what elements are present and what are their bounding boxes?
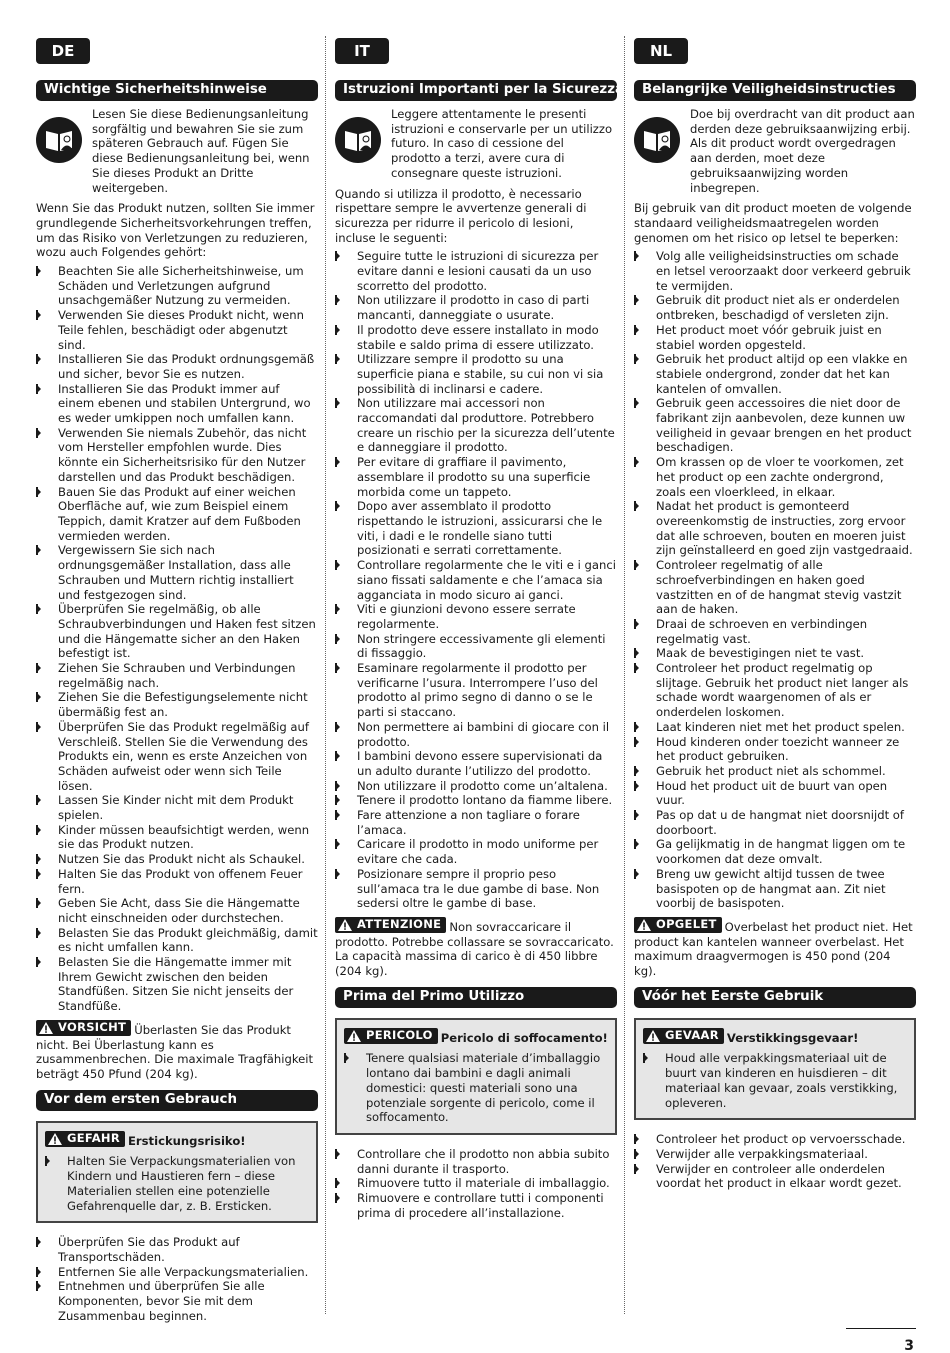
list-item: Non utilizzare il prodotto come un’altalena.	[335, 779, 617, 794]
list-item: Om krassen op de vloer te voorkomen, zet het product op een zachte ondergrond, zoals een vloerkleed, in elkaar.	[634, 455, 916, 499]
warning-triangle-icon	[48, 1133, 62, 1145]
danger-badge	[45, 1131, 125, 1147]
list-item: Gebruik geen accessoires die niet door de fabrikant zijn aanbevolen, deze kunnen uw veiligheid in gevaar brengen en het product beschadigen.	[634, 396, 916, 455]
column-divider	[325, 36, 326, 1314]
list-item: Laat kinderen niet met het product spelen.	[634, 720, 916, 735]
warning-triangle-icon	[637, 919, 651, 931]
list-item: Installieren Sie das Produkt immer auf einem ebenen und stabilen Untergrund, wo es weder umkippen noch umfallen kann.	[36, 382, 318, 426]
list-item: Ga gelijkmatig in de hangmat liggen om te voorkomen dat deze omvalt.	[634, 837, 916, 866]
caution-text: Overbelast het product niet. Het product kan kantelen wanneer overbelast. Het maximum draagvermogen is 450 pond (204 kg).	[634, 919, 913, 979]
caution-notice	[634, 917, 916, 979]
first-use-heading: Vor dem ersten Gebrauch	[36, 1090, 318, 1111]
danger-title: Verstikkingsgevaar!	[726, 1030, 859, 1045]
list-item: Belasten Sie das Produkt gleichmäßig, damit es nicht umfallen kann.	[36, 926, 318, 955]
danger-title: Erstickungsrisiko!	[128, 1133, 246, 1148]
first-use-list	[634, 1132, 916, 1191]
list-item: Entfernen Sie alle Verpackungsmaterialien.	[36, 1265, 318, 1280]
column-it	[335, 38, 625, 1221]
caution-text: Überlasten Sie das Produkt nicht. Bei Überlastung kann es zusammenbrechen. Die maximale Tragfähigkeit beträgt 450 Pfund (204 kg).	[36, 1022, 314, 1081]
list-item: Vergewissern Sie sich nach ordnungsgemäßer Installation, dass alle Schrauben und Muttern richtig installiert und festgezogen sind.	[36, 543, 318, 602]
list-item: Tenere qualsiasi materiale d’imballaggio lontano dai bambini e dagli animali domestici: questi materiali sono una potenziale sorgente di pericolo, come il soffocamento.	[344, 1051, 609, 1125]
language-tab: IT	[335, 38, 389, 64]
list-item: Fare attenzione a non tagliare o forare l’amaca.	[335, 808, 617, 837]
list-item: Non stringere eccessivamente gli elementi di fissaggio.	[335, 632, 617, 661]
list-item: Geben Sie Acht, dass Sie die Hängematte nicht einschneiden oder durchstechen.	[36, 896, 318, 925]
list-item: Beachten Sie alle Sicherheitshinweise, um Schäden und Verletzungen aufgrund unsachgemäßer Nutzung zu vermeiden.	[36, 264, 318, 308]
intro-text: Doe bij overdracht van dit product aan derden deze gebruiksaanwijzing erbij. Als dit product wordt overgedragen aan derden, moet deze gebruiksaanwijzing worden inbegrepen.	[690, 107, 915, 195]
list-item: Halten Sie Verpackungsmaterialien von Kindern und Haustieren fern – diese Materialien stellen eine potenzielle Gefahrenquelle dar, z. B. Ersticken.	[45, 1154, 310, 1213]
list-item: Controllare che il prodotto non abbia subito danni durante il trasporto.	[335, 1147, 617, 1176]
read-manual-icon	[634, 117, 680, 163]
caution-badge	[335, 917, 446, 933]
list-item: Houd kinderen onder toezicht wanneer ze het product gebruiken.	[634, 735, 916, 764]
danger-box	[36, 1121, 318, 1224]
list-item: Dopo aver assemblato il prodotto rispettando le istruzioni, assicurarsi che le viti, i dadi e le rondelle siano tutti posizionati e serrati correttamente.	[335, 499, 617, 558]
danger-badge	[643, 1028, 724, 1044]
caution-badge	[634, 917, 722, 933]
list-item: Draai de schroeven en verbindingen regelmatig vast.	[634, 617, 916, 646]
warning-triangle-icon	[646, 1030, 660, 1042]
intro-block	[634, 107, 916, 195]
safety-list	[36, 264, 318, 1014]
language-tab: NL	[634, 38, 688, 64]
safety-list	[335, 249, 617, 911]
list-item: Belasten Sie die Hängematte immer mit Ihrem Gewicht zwischen den beiden Standfüßen. Sitzen Sie nicht jenseits der Standfüße.	[36, 955, 318, 1014]
list-item: Caricare il prodotto in modo uniforme per evitare che cada.	[335, 837, 617, 866]
list-item: Ziehen Sie die Befestigungselemente nicht übermäßig fest an.	[36, 690, 318, 719]
list-item: Houd het product uit de buurt van open vuur.	[634, 779, 916, 808]
danger-list	[45, 1154, 310, 1213]
list-item: Verwenden Sie niemals Zubehör, das nicht vom Hersteller empfohlen wurde. Dies könnte ein Sicherheitsrisiko für den Nutzer darstellen und das Produkt beschädigen.	[36, 426, 318, 485]
read-manual-icon	[36, 117, 82, 163]
list-item: Nadat het product is gemonteerd overeenkomstig de instructies, zorg ervoor dat alle schroeven, bouten en moeren juist zijn geïnstalleerd en goed zijn vastgedraaid.	[634, 499, 916, 558]
list-item: Esaminare regolarmente il prodotto per verificarne l’usura. Interrompere l’uso del prodotto al primo segno di danno o se le parti si staccano.	[335, 661, 617, 720]
danger-title-row	[344, 1028, 609, 1046]
warning-triangle-icon	[338, 919, 352, 931]
safety-list	[634, 249, 916, 911]
list-item: Gebruik dit product niet als er onderdelen ontbreken, beschadigd of versleten zijn.	[634, 293, 916, 322]
list-item: Rimuovere e controllare tutti i componenti prima di procedere all’installazione.	[335, 1191, 617, 1220]
column-nl	[634, 38, 916, 1191]
intro-text: Leggere attentamente le presenti istruzioni e conservarle per un utilizzo futuro. In caso di cessione del prodotto a terzi, avere cura di consegnare queste istruzioni.	[391, 107, 613, 180]
danger-label: PERICOLO	[366, 1028, 433, 1043]
danger-box	[335, 1018, 617, 1135]
safety-heading: Istruzioni Importanti per la Sicurezza	[335, 80, 617, 101]
danger-box	[634, 1018, 916, 1121]
list-item: Entnehmen und überprüfen Sie alle Komponenten, bevor Sie mit dem Zusammenbau beginnen.	[36, 1279, 318, 1323]
danger-title: Pericolo di soffocamento!	[440, 1030, 608, 1045]
list-item: Installieren Sie das Produkt ordnungsgemäß und sicher, bevor Sie es nutzen.	[36, 352, 318, 381]
list-item: Controleer het product regelmatig op slijtage. Gebruik het product niet langer als schade wordt waargenomen of als er onderdelen loskomen.	[634, 661, 916, 720]
list-item: I bambini devono essere supervisionati da un adulto durante l’utilizzo del prodotto.	[335, 749, 617, 778]
read-manual-icon	[335, 117, 381, 163]
first-use-heading: Vóór het Eerste Gebruik	[634, 987, 916, 1008]
caution-label: VORSICHT	[58, 1020, 127, 1035]
list-item: Controllare regolarmente che le viti e i ganci siano fissati saldamente e che l’amaca sia agganciata in modo sicuro ai ganci.	[335, 558, 617, 602]
list-item: Non utilizzare il prodotto in caso di parti mancanti, danneggiate o usurate.	[335, 293, 617, 322]
list-item: Kinder müssen beaufsichtigt werden, wenn sie das Produkt nutzen.	[36, 823, 318, 852]
first-use-list	[335, 1147, 617, 1221]
intro-block	[36, 107, 318, 195]
list-item: Tenere il prodotto lontano da fiamme libere.	[335, 793, 617, 808]
first-use-list	[36, 1235, 318, 1323]
list-item: Ziehen Sie Schrauben und Verbindungen regelmäßig nach.	[36, 661, 318, 690]
list-item: Per evitare di graffiare il pavimento, assemblare il prodotto su una superficie morbida come un tappeto.	[335, 455, 617, 499]
caution-notice	[335, 917, 617, 979]
list-item: Il prodotto deve essere installato in modo stabile e saldo prima di essere utilizzato.	[335, 323, 617, 352]
list-item: Bauen Sie das Produkt auf einer weichen Oberfläche auf, wie zum Beispiel einem Teppich, damit Kratzer auf dem Fußboden vermieden werden.	[36, 485, 318, 544]
list-item: Halten Sie das Produkt von offenem Feuer fern.	[36, 867, 318, 896]
list-item: Non utilizzare mai accessori non raccomandati dal produttore. Potrebbero creare un rischio per la sicurezza dell’utente e danneggiare il prodotto.	[335, 396, 617, 455]
list-item: Non permettere ai bambini di giocare con il prodotto.	[335, 720, 617, 749]
intro-text: Lesen Sie diese Bedienungsanleitung sorgfältig und bewahren Sie sie zum späteren Gebrauch auf. Fügen Sie diese Bedienungsanleitung bei, wenn Sie dieses Produkt an Dritte weitergeben.	[92, 107, 310, 195]
list-item: Controleer regelmatig of alle schroefverbindingen en haken goed vastzitten en of de hangmat stevig vastzit aan de haken.	[634, 558, 916, 617]
list-item: Het product moet vóór gebruik juist en stabiel worden opgesteld.	[634, 323, 916, 352]
safety-lead: Quando si utilizza il prodotto, è necessario rispettare sempre le avvertenze generali di sicurezza per ridurre il pericolo di lesioni, incluse le seguenti:	[335, 186, 587, 245]
list-item: Pas op dat u de hangmat niet doorsnijdt of doorboort.	[634, 808, 916, 837]
page-number: 3	[904, 1338, 914, 1353]
first-use-heading: Prima del Primo Utilizzo	[335, 987, 617, 1008]
danger-list	[344, 1051, 609, 1125]
list-item: Überprüfen Sie regelmäßig, ob alle Schraubverbindungen und Haken fest sitzen und die Hängematte sicher an den Haken befestigt ist.	[36, 602, 318, 661]
list-item: Gebruik het product niet als schommel.	[634, 764, 916, 779]
caution-label: ATTENZIONE	[357, 917, 442, 932]
list-item: Volg alle veiligheidsinstructies om schade en letsel veroorzaakt door verkeerd gebruik te vermijden.	[634, 249, 916, 293]
safety-lead: Wenn Sie das Produkt nutzen, sollten Sie immer grundlegende Sicherheitsvorkehrungen treffen, um das Risiko von Verletzungen zu reduzieren, wozu auch Folgendes gehört:	[36, 201, 315, 260]
list-item: Controleer het product op vervoersschade.	[634, 1132, 916, 1147]
warning-triangle-icon	[347, 1030, 361, 1042]
safety-heading: Wichtige Sicherheitshinweise	[36, 80, 318, 101]
list-item: Nutzen Sie das Produkt nicht als Schaukel.	[36, 852, 318, 867]
list-item: Lassen Sie Kinder nicht mit dem Produkt spielen.	[36, 793, 318, 822]
list-item: Verwijder alle verpakkingsmateriaal.	[634, 1147, 916, 1162]
list-item: Breng uw gewicht altijd tussen de twee basispoten op de hangmat aan. Zit niet voorbij de basispoten.	[634, 867, 916, 911]
danger-label: GEVAAR	[665, 1028, 719, 1043]
safety-heading: Belangrijke Veiligheidsinstructies	[634, 80, 916, 101]
caution-notice	[36, 1020, 318, 1082]
caution-label: OPGELET	[656, 917, 717, 932]
list-item: Utilizzare sempre il prodotto su una superficie piana e stabile, su cui non vi sia possibilità di inclinarsi e cadere.	[335, 352, 617, 396]
list-item: Überprüfen Sie das Produkt auf Transportschäden.	[36, 1235, 318, 1264]
column-de	[36, 38, 318, 1323]
danger-title-row	[45, 1131, 310, 1149]
list-item: Seguire tutte le istruzioni di sicurezza per evitare danni e lesioni causati da un uso scorretto del prodotto.	[335, 249, 617, 293]
list-item: Gebruik het product altijd op een vlakke en stabiele ondergrond, zonder dat het kan kantelen of omvallen.	[634, 352, 916, 396]
caution-badge	[36, 1020, 131, 1036]
list-item: Überprüfen Sie das Produkt regelmäßig auf Verschleiß. Stellen Sie die Verwendung des Produkts ein, wenn es erste Anzeichen von Schäden aufweist oder wenn sich Teile lösen.	[36, 720, 318, 794]
language-tab: DE	[36, 38, 90, 64]
list-item: Houd alle verpakkingsmateriaal uit de buurt van kinderen en huisdieren – dit materiaal kan gevaar, zoals verstikking, opleveren.	[643, 1051, 908, 1110]
list-item: Maak de bevestigingen niet te vast.	[634, 646, 916, 661]
danger-list	[643, 1051, 908, 1110]
warning-triangle-icon	[39, 1022, 53, 1034]
list-item: Posizionare sempre il proprio peso sull’amaca tra le due gambe di base. Non sedersi oltre le gambe di base.	[335, 867, 617, 911]
danger-label: GEFAHR	[67, 1131, 121, 1146]
caution-text: Non sovraccaricare il prodotto. Potrebbe collassare se sovraccaricato. La capacità massima di carico è di 450 libbre (204 kg).	[335, 919, 614, 979]
column-divider	[624, 36, 625, 1314]
danger-badge	[344, 1028, 438, 1044]
page-number-rule	[846, 1328, 916, 1329]
list-item: Viti e giunzioni devono essere serrate regolarmente.	[335, 602, 617, 631]
list-item: Verwijder en controleer alle onderdelen voordat het product in elkaar wordt gezet.	[634, 1162, 916, 1191]
safety-lead: Bij gebruik van dit product moeten de volgende standaard veiligheidsmaatregelen worden genomen om het risico op letsel te beperken:	[634, 201, 912, 245]
intro-block	[335, 107, 617, 181]
danger-title-row	[643, 1028, 908, 1046]
list-item: Rimuovere tutto il materiale di imballaggio.	[335, 1176, 617, 1191]
list-item: Verwenden Sie dieses Produkt nicht, wenn Teile fehlen, beschädigt oder abgenutzt sind.	[36, 308, 318, 352]
